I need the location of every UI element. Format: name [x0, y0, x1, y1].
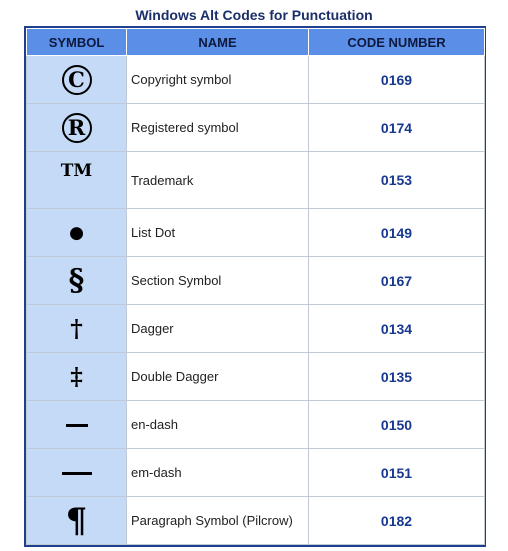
table-row [27, 401, 485, 449]
alt-codes-table [24, 26, 486, 547]
list-dot-icon: ● [69, 222, 84, 243]
header-symbol: SYMBOL [27, 29, 127, 56]
symbol-cell [27, 257, 127, 305]
symbol-cell [27, 401, 127, 449]
pilcrow-icon: ¶ [65, 500, 88, 541]
symbol-cell [27, 353, 127, 401]
name-cell: List Dot [127, 209, 309, 257]
code-cell: 0135 [309, 353, 485, 401]
code-cell: 0150 [309, 401, 485, 449]
table-row [27, 209, 485, 257]
code-cell: 0153 [309, 152, 485, 209]
em-dash-icon [62, 472, 92, 475]
code-cell: 0169 [309, 56, 485, 104]
symbol-cell [27, 305, 127, 353]
table-row [27, 497, 485, 545]
table-row [27, 152, 485, 209]
table-row [27, 104, 485, 152]
symbol-cell [27, 209, 127, 257]
registered-icon: R [62, 113, 92, 143]
name-cell: Registered symbol [127, 104, 309, 152]
name-cell: Section Symbol [127, 257, 309, 305]
name-cell: Double Dagger [127, 353, 309, 401]
trademark-icon: TM [60, 161, 93, 181]
symbol-cell [27, 104, 127, 152]
double-dagger-icon: ‡ [70, 362, 83, 391]
name-cell: en-dash [127, 401, 309, 449]
table-row [27, 305, 485, 353]
copyright-icon: C [62, 65, 92, 95]
code-cell: 0174 [309, 104, 485, 152]
symbol-cell [27, 56, 127, 104]
symbol-cell [27, 497, 127, 545]
header-code: CODE NUMBER [309, 29, 485, 56]
name-cell: Copyright symbol [127, 56, 309, 104]
dagger-icon: † [70, 314, 83, 343]
header-name: NAME [127, 29, 309, 56]
name-cell: em-dash [127, 449, 309, 497]
symbol-cell [27, 152, 127, 209]
code-cell: 0149 [309, 209, 485, 257]
symbol-cell [27, 449, 127, 497]
table-row [27, 257, 485, 305]
table-row [27, 56, 485, 104]
code-cell: 0134 [309, 305, 485, 353]
table-header-row [27, 29, 485, 56]
en-dash-icon [66, 424, 88, 427]
section-icon: § [68, 263, 85, 298]
code-cell: 0167 [309, 257, 485, 305]
code-cell: 0182 [309, 497, 485, 545]
table-row [27, 449, 485, 497]
name-cell: Trademark [127, 152, 309, 209]
page-title: Windows Alt Codes for Punctuation [135, 7, 373, 23]
name-cell: Paragraph Symbol (Pilcrow) [127, 497, 309, 545]
name-cell: Dagger [127, 305, 309, 353]
table-row [27, 353, 485, 401]
code-cell: 0151 [309, 449, 485, 497]
